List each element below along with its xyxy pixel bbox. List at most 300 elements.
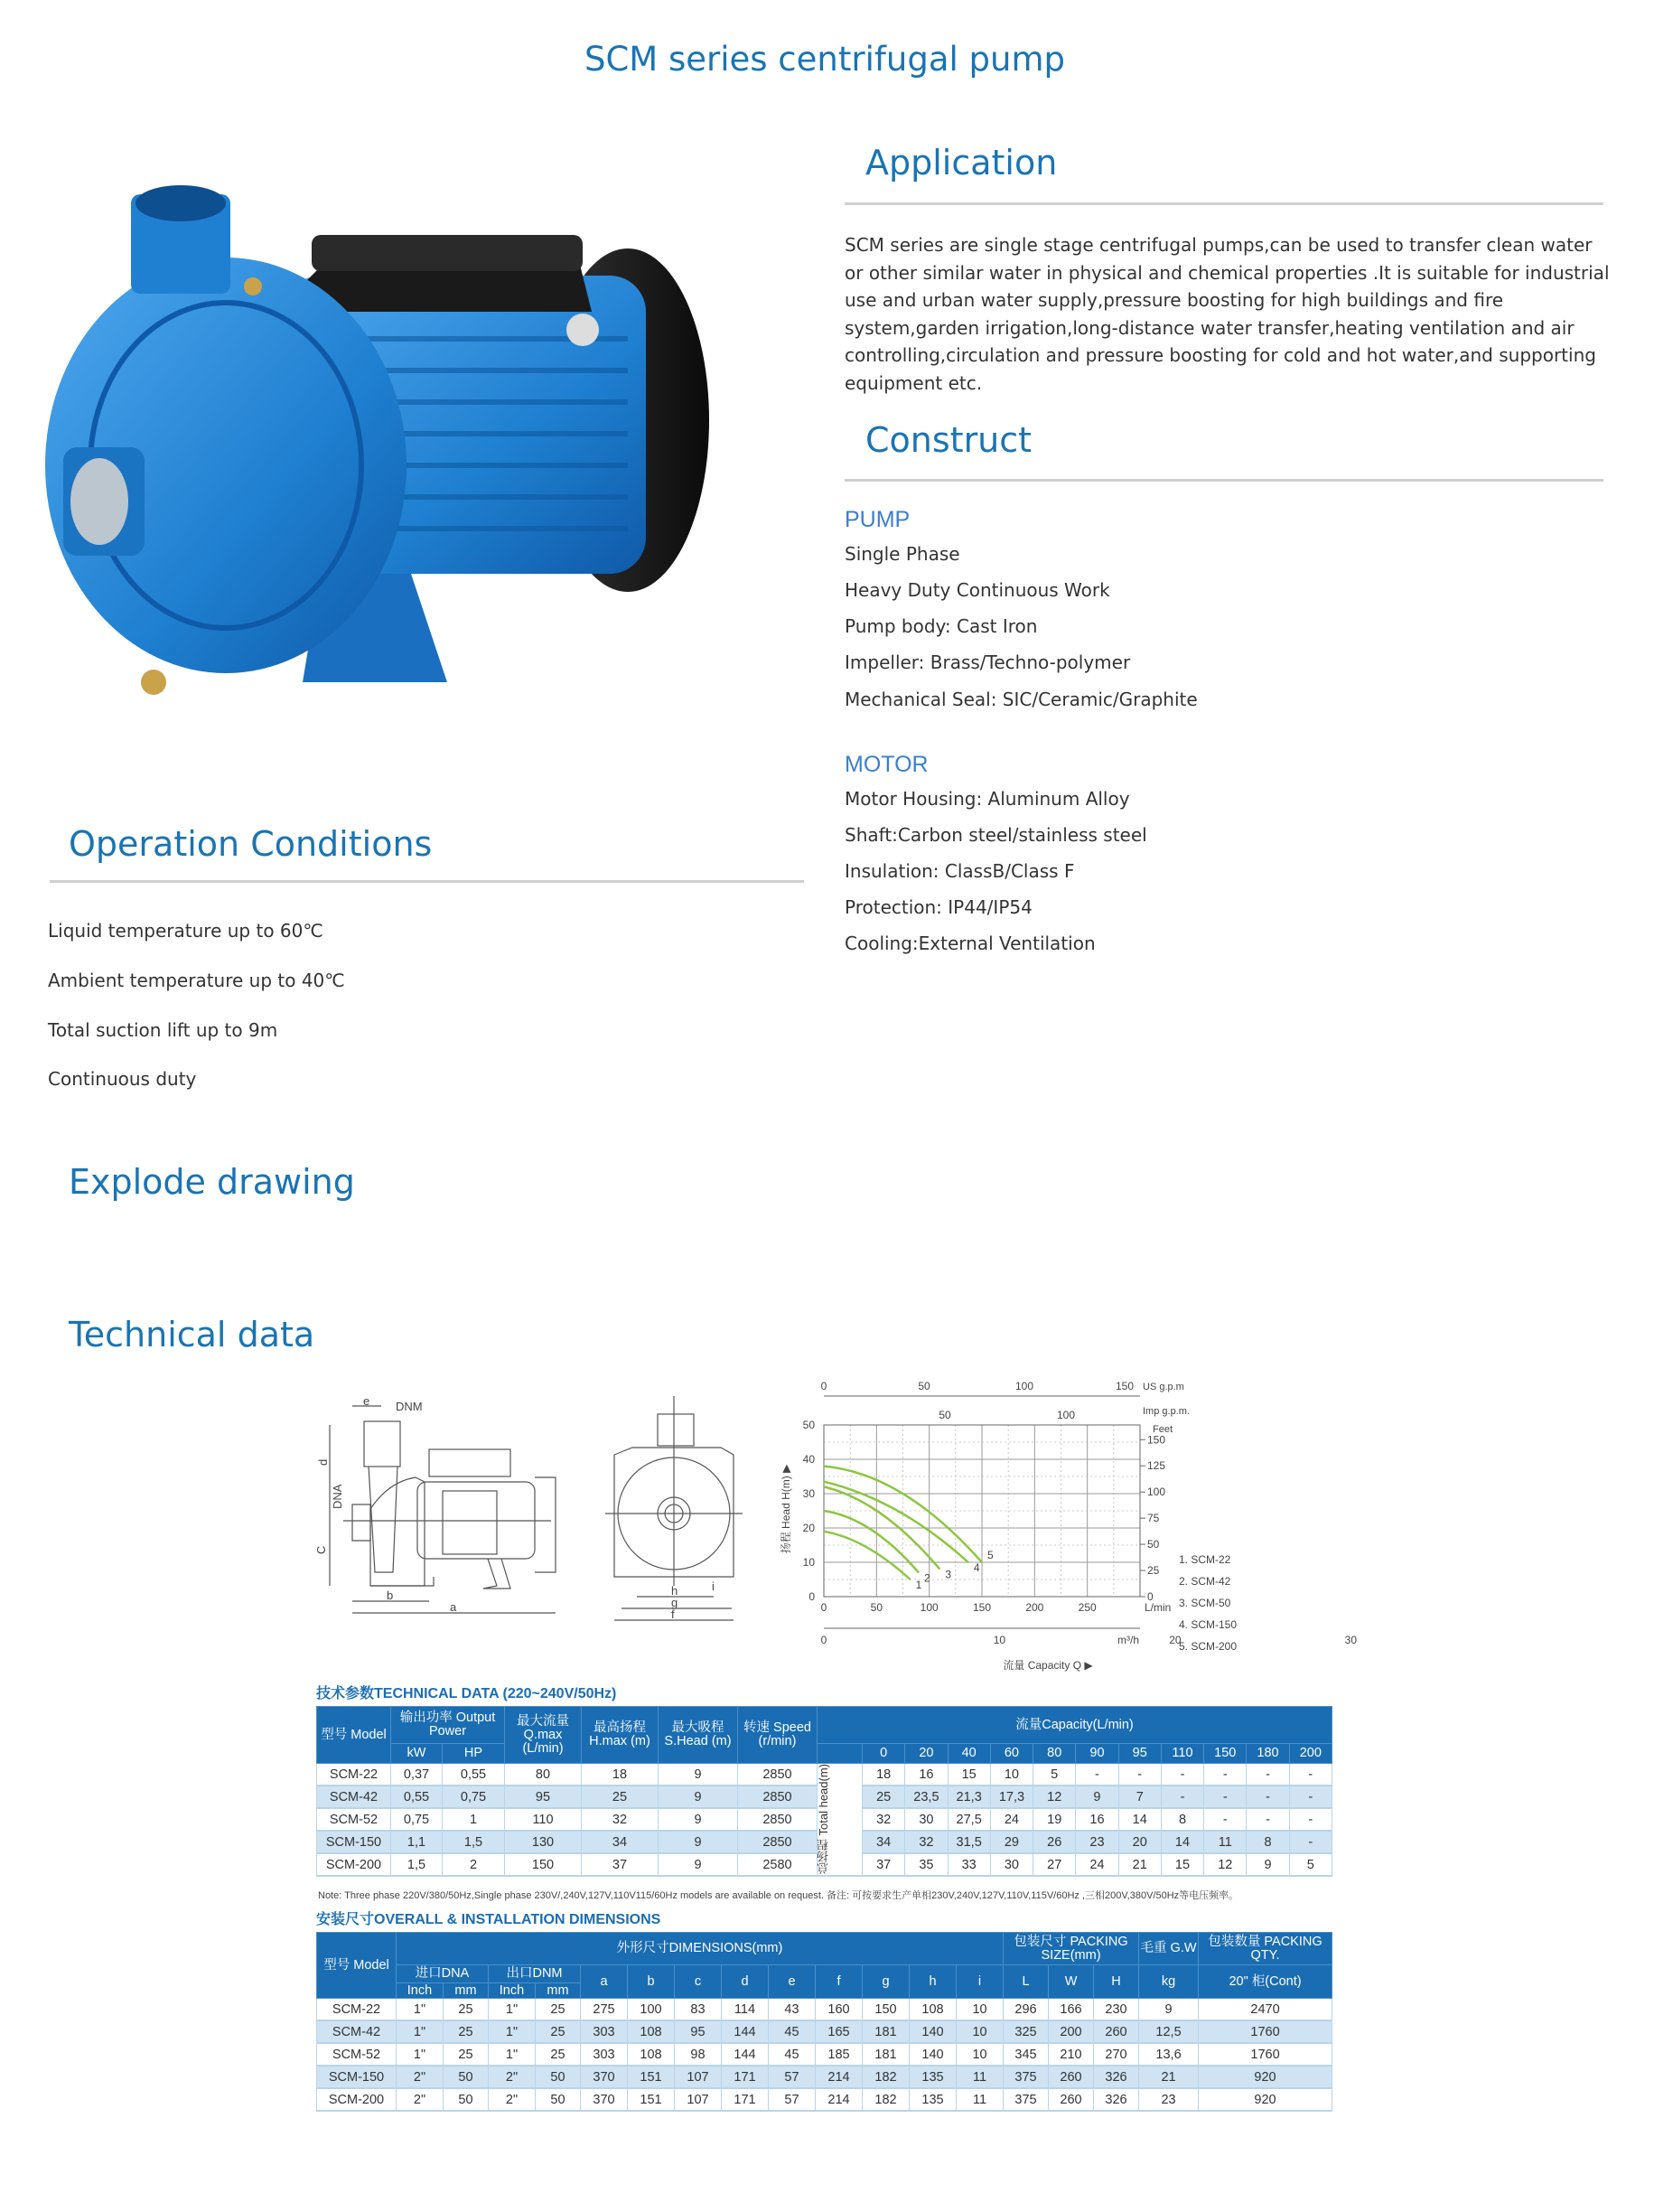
table-cell: 23	[1139, 2088, 1199, 2111]
dim-label-d: d	[316, 1458, 330, 1466]
x-tick-label: 100	[920, 1601, 939, 1614]
table-cell: 35	[905, 1853, 948, 1876]
motor-spec-item: Insulation: ClassB/Class F	[845, 860, 1075, 882]
divider	[50, 880, 804, 883]
table-cell: SCM-52	[317, 2043, 397, 2066]
col-header-capacity-value: 60	[990, 1744, 1033, 1764]
table-cell: 1"	[397, 1999, 444, 2021]
table-cell: 12	[1204, 1853, 1247, 1876]
table-cell: 27,5	[948, 1808, 990, 1831]
table-cell: SCM-42	[317, 2020, 397, 2043]
table-cell: 2"	[489, 2088, 536, 2111]
table-cell: SCM-150	[317, 2066, 397, 2088]
x-unit-label: L/min	[1145, 1601, 1172, 1614]
table-cell: 18	[863, 1764, 905, 1786]
table-cell: 8	[1247, 1831, 1289, 1853]
col-header-capacity-value: 0	[863, 1744, 905, 1764]
divider	[845, 479, 1603, 482]
legend-entry: 3. SCM-50	[1179, 1597, 1231, 1609]
table-cell: 130	[505, 1831, 582, 1853]
curve-tag: 4	[973, 1561, 980, 1574]
col-header-capacity-value: 180	[1247, 1744, 1289, 1764]
table-cell: 80	[505, 1764, 582, 1786]
table-cell: 0,75	[443, 1786, 505, 1808]
table-cell: -	[1247, 1786, 1289, 1808]
table-cell: 181	[863, 2043, 910, 2066]
table-cell: SCM-150	[317, 1831, 391, 1853]
x-tick-label: 50	[870, 1601, 883, 1614]
table-cell: 2580	[738, 1853, 818, 1876]
table-cell: 12	[1033, 1786, 1076, 1808]
table-cell: 303	[581, 2043, 628, 2066]
feet-tick-label: 0	[1147, 1590, 1154, 1603]
table-cell: 135	[910, 2066, 957, 2088]
total-head-label: 总扬程 Total head(m)	[817, 1764, 830, 1875]
table-cell: 151	[628, 2088, 675, 2111]
voltage-note: Note: Three phase 220V/380/50Hz,Single phase 230V/,240V,127V,110V115/60Hz models are available on request. 备注: 可按要求生产单相230V,240V,127V,110V,115V/60Hz ,三相200V,380V/50Hz等电压频率。	[318, 1890, 1239, 1901]
feet-tick-label: 75	[1147, 1512, 1160, 1525]
table-cell: 214	[816, 2088, 863, 2111]
table-cell: 5	[1033, 1764, 1076, 1786]
operation-item: Continuous duty	[48, 1068, 197, 1090]
x-tick-label: 250	[1078, 1601, 1097, 1614]
m3h-tick-label: 10	[993, 1634, 1006, 1646]
table-cell: SCM-52	[317, 1808, 391, 1831]
table-cell: 0,55	[443, 1764, 505, 1786]
col-header-dim: b	[628, 1965, 675, 1999]
table-cell: 23	[1076, 1831, 1118, 1853]
x-tick-label: 0	[820, 1601, 827, 1614]
table-cell: 9	[1139, 1999, 1199, 2021]
table-cell: 2"	[397, 2066, 444, 2088]
feet-tick-label: 100	[1147, 1486, 1166, 1499]
table-cell: 50	[444, 2088, 489, 2111]
curve-tag: 2	[924, 1571, 930, 1585]
us-gpm-tick-label: 50	[918, 1380, 930, 1392]
col-header-dim: h	[910, 1965, 957, 1999]
divider	[845, 202, 1603, 205]
col-header-inch: Inch	[397, 1983, 444, 1999]
col-header-capacity-value: 95	[1118, 1744, 1161, 1764]
x-tick-label: 150	[972, 1601, 992, 1614]
dim-label-g: g	[671, 1596, 678, 1609]
table-cell: SCM-200	[317, 2088, 397, 2111]
table-cell: 17,3	[990, 1786, 1033, 1808]
table-cell: 135	[910, 2088, 957, 2111]
table-cell: 345	[1004, 2043, 1049, 2066]
table-cell: 34	[582, 1831, 659, 1853]
col-header-capacity-value: 80	[1033, 1744, 1076, 1764]
m3h-axis-label: m³/h	[1117, 1634, 1139, 1646]
table-cell: 150	[863, 1999, 910, 2021]
x-axis-title: 流量 Capacity Q ▶	[1003, 1659, 1093, 1672]
col-header-gw: 毛重 G.W	[1139, 1933, 1199, 1965]
y-tick-label: 40	[802, 1453, 815, 1466]
side-view-drawing	[330, 1406, 556, 1613]
table-cell: 185	[816, 2043, 863, 2066]
col-header-dim: c	[675, 1965, 722, 1999]
pump-subheading: PUMP	[845, 507, 911, 532]
dim-label-h: h	[671, 1584, 678, 1598]
table-cell: -	[1247, 1808, 1289, 1831]
table-cell: 34	[863, 1831, 905, 1853]
table-cell: 50	[444, 2066, 489, 2088]
table-cell: 25	[582, 1786, 659, 1808]
table-cell: 2850	[738, 1831, 818, 1853]
col-header-cont: 20" 柜(Cont)	[1199, 1965, 1332, 1999]
pump-spec-item: Mechanical Seal: SIC/Ceramic/Graphite	[845, 689, 1198, 710]
technical-data-heading: Technical data	[69, 1315, 315, 1354]
table-cell: 37	[863, 1853, 905, 1876]
table-cell: 21	[1139, 2066, 1199, 2088]
table-cell: 21,3	[948, 1786, 990, 1808]
pump-spec-item: Single Phase	[845, 543, 960, 565]
table-cell: 108	[628, 2043, 675, 2066]
table-cell: 166	[1049, 1999, 1094, 2021]
table-cell: 30	[905, 1808, 948, 1831]
table-cell: 32	[905, 1831, 948, 1853]
table-cell: 24	[990, 1808, 1033, 1831]
table-cell: 270	[1094, 2043, 1139, 2066]
table-cell: 23,5	[905, 1786, 948, 1808]
table-cell: 150	[505, 1853, 582, 1876]
table-cell: -	[1204, 1786, 1247, 1808]
table-cell: 83	[675, 1999, 722, 2021]
table-cell: -	[1161, 1786, 1203, 1808]
table-cell: 1,5	[443, 1831, 505, 1853]
table-cell: 326	[1094, 2088, 1139, 2111]
col-header-capacity-value: 150	[1204, 1744, 1247, 1764]
table-cell: 14	[1118, 1808, 1161, 1831]
table-cell: 2470	[1199, 1999, 1332, 2021]
table-cell: 57	[769, 2088, 816, 2111]
table-cell: 11	[957, 2066, 1004, 2088]
table-cell: 9	[659, 1786, 738, 1808]
table-cell: 140	[910, 2043, 957, 2066]
table-cell: -	[1204, 1808, 1247, 1831]
table-cell: 1"	[397, 2020, 444, 2043]
table-cell: 370	[581, 2066, 628, 2088]
y-axis-title: 扬程 Head H(m) ▶	[780, 1464, 792, 1554]
table-cell: 31,5	[948, 1831, 990, 1853]
table-cell: 110	[505, 1808, 582, 1831]
us-gpm-tick-label: 100	[1014, 1380, 1034, 1392]
table-cell: 325	[1004, 2020, 1049, 2043]
table-cell: 144	[722, 2043, 769, 2066]
table-cell: 182	[863, 2088, 910, 2111]
table-cell: 32	[582, 1808, 659, 1831]
col-header-speed: 转速 Speed (r/min)	[738, 1707, 818, 1764]
pump-spec-item: Heavy Duty Continuous Work	[845, 579, 1110, 601]
legend-entry: 5. SCM-200	[1179, 1640, 1238, 1653]
table-cell: 140	[910, 2020, 957, 2043]
table-cell: 375	[1004, 2066, 1049, 2088]
construct-heading: Construct	[865, 420, 1033, 460]
col-header-dim: g	[863, 1965, 910, 1999]
table-cell: SCM-200	[317, 1853, 391, 1876]
table-cell: 1,5	[391, 1853, 443, 1876]
table-cell: 11	[1204, 1831, 1247, 1853]
table-cell: 95	[675, 2020, 722, 2043]
explode-drawing-heading: Explode drawing	[69, 1162, 355, 1202]
col-header-hp: HP	[443, 1744, 505, 1764]
col-header-qmax: 最大流量 Q.max (L/min)	[505, 1707, 582, 1764]
dim-label-e: e	[363, 1394, 370, 1408]
imp-gpm-tick-label: 100	[1056, 1409, 1076, 1421]
table-cell: 25	[444, 1999, 489, 2021]
table-cell: 2"	[489, 2066, 536, 2088]
pump-spec-item: Pump body: Cast Iron	[845, 615, 1038, 637]
col-header-capacity-value: 200	[1289, 1744, 1332, 1764]
dimension-drawing	[307, 1392, 759, 1645]
table-row	[317, 1764, 1332, 1786]
table-cell: 114	[722, 1999, 769, 2021]
col-header-dimensions: 外形尺寸DIMENSIONS(mm)	[397, 1933, 1004, 1965]
y-tick-label: 30	[802, 1487, 815, 1500]
operation-item: Liquid temperature up to 60℃	[48, 920, 323, 942]
col-header-pack: H	[1094, 1965, 1139, 1999]
table-row	[317, 2043, 1332, 2066]
us-gpm-tick-label: 150	[1115, 1380, 1135, 1392]
table-cell: 32	[863, 1808, 905, 1831]
table-cell: -	[1247, 1764, 1289, 1786]
table-cell: 9	[1247, 1853, 1289, 1876]
col-header-blank	[818, 1744, 863, 1764]
col-header-pack: W	[1049, 1965, 1094, 1999]
dim-label-dna: DNA	[331, 1484, 344, 1509]
table-cell: 10	[957, 1999, 1004, 2021]
table-cell: 45	[769, 2020, 816, 2043]
table-cell: 2850	[738, 1764, 818, 1786]
imp-gpm-tick-label: 50	[939, 1409, 951, 1421]
table-cell: 7	[1118, 1786, 1161, 1808]
table-cell: 26	[1033, 1831, 1076, 1853]
table-cell: 370	[581, 2088, 628, 2111]
legend-entry: 4. SCM-150	[1179, 1618, 1238, 1631]
x-tick-label: 200	[1025, 1601, 1044, 1614]
col-header-mm: mm	[444, 1983, 489, 1999]
technical-data-table	[316, 1706, 1332, 1877]
table-cell: 260	[1049, 2066, 1094, 2088]
table-cell: 16	[905, 1764, 948, 1786]
table-cell: -	[1118, 1764, 1161, 1786]
table-cell: 50	[536, 2088, 581, 2111]
table-cell: 10	[990, 1764, 1033, 1786]
dim-label-b: b	[387, 1589, 394, 1602]
table-cell: 27	[1033, 1853, 1076, 1876]
table-row	[317, 2088, 1332, 2111]
col-header-pack: L	[1004, 1965, 1049, 1999]
motor-spec-item: Shaft:Carbon steel/stainless steel	[845, 824, 1147, 846]
m3h-tick-label: 0	[820, 1634, 827, 1646]
feet-tick-label: 125	[1147, 1459, 1166, 1473]
table-row	[317, 1999, 1332, 2021]
table-cell: SCM-22	[317, 1764, 391, 1786]
table-cell: -	[1204, 1764, 1247, 1786]
table-cell: 45	[769, 2043, 816, 2066]
table-cell: 9	[659, 1808, 738, 1831]
table-cell: 1760	[1199, 2043, 1332, 2066]
col-header-packing-size: 包装尺寸 PACKING SIZE(mm)	[1004, 1933, 1139, 1965]
table-cell: 33	[948, 1853, 990, 1876]
table-cell: 98	[675, 2043, 722, 2066]
table-cell: -	[1289, 1808, 1332, 1831]
col-header-inch: Inch	[489, 1983, 536, 1999]
curve-1	[824, 1532, 911, 1579]
feet-tick-label: 25	[1147, 1564, 1160, 1578]
feet-tick-label: 150	[1147, 1433, 1166, 1447]
table-cell: 260	[1094, 2020, 1139, 2043]
table-cell: 1"	[489, 2020, 536, 2043]
table-cell: 20	[1118, 1831, 1161, 1853]
operation-heading: Operation Conditions	[69, 824, 433, 864]
table-cell: 0,75	[391, 1808, 443, 1831]
us-gpm-axis-label: US g.p.m	[1143, 1382, 1184, 1392]
table-cell: 2"	[397, 2088, 444, 2111]
pump-spec-item: Impeller: Brass/Techno-polymer	[845, 651, 1131, 673]
table-cell: 37	[582, 1853, 659, 1876]
table-cell: 25	[536, 1999, 581, 2021]
table-cell: 25	[536, 2043, 581, 2066]
dimensions-table-title: 安装尺寸OVERALL & INSTALLATION DIMENSIONS	[316, 1912, 661, 1927]
table-cell: 14	[1161, 1831, 1203, 1853]
table-cell: 1"	[489, 1999, 536, 2021]
table-cell: 10	[957, 2043, 1004, 2066]
col-header-dim: f	[816, 1965, 863, 1999]
table-cell: 25	[444, 2020, 489, 2043]
table-cell: 50	[536, 2066, 581, 2088]
page-title: SCM series centrifugal pump	[584, 40, 1066, 79]
table-cell: 13,6	[1139, 2043, 1199, 2066]
col-header-packing-qty: 包装数量 PACKING QTY.	[1199, 1933, 1332, 1965]
dim-label-dnm: DNM	[396, 1400, 423, 1413]
col-header-capacity-value: 110	[1161, 1744, 1203, 1764]
col-header-hmax: 最高扬程 H.max (m)	[582, 1707, 659, 1764]
pump-product-image	[50, 176, 727, 800]
curve-tag: 1	[915, 1579, 922, 1591]
application-heading: Application	[865, 143, 1058, 183]
table-cell: 29	[990, 1831, 1033, 1853]
table-cell: 1"	[397, 2043, 444, 2066]
col-header-capacity: 流量Capacity(L/min)	[818, 1707, 1332, 1744]
table-cell: 2850	[738, 1786, 818, 1808]
table-cell: 0,37	[391, 1764, 443, 1786]
table-cell: 24	[1076, 1853, 1118, 1876]
table-cell: 303	[581, 2020, 628, 2043]
y-tick-label: 50	[802, 1419, 815, 1431]
curve-2	[824, 1511, 919, 1572]
motor-spec-item: Protection: IP44/IP54	[845, 896, 1033, 918]
table-cell: 57	[769, 2066, 816, 2088]
table-cell: 9	[659, 1853, 738, 1876]
table-cell: 9	[659, 1764, 738, 1786]
dim-label-a: a	[450, 1600, 457, 1614]
table-cell: 107	[675, 2066, 722, 2088]
dim-label-f: f	[671, 1607, 675, 1621]
table-cell: 230	[1094, 1999, 1139, 2021]
m3h-tick-label: 20	[1169, 1634, 1182, 1646]
table-cell: 18	[582, 1764, 659, 1786]
motor-subheading: MOTOR	[845, 752, 929, 777]
imp-gpm-axis-label: Imp g.p.m.	[1143, 1406, 1190, 1417]
col-header-dim: e	[769, 1965, 816, 1999]
table-cell: 25	[863, 1786, 905, 1808]
table-cell: 5	[1289, 1853, 1332, 1876]
operation-item: Total suction lift up to 9m	[48, 1019, 278, 1041]
table-cell: 16	[1076, 1808, 1118, 1831]
table-cell: 165	[816, 2020, 863, 2043]
performance-curve-chart	[777, 1373, 1358, 1690]
table-cell: 25	[536, 2020, 581, 2043]
table-cell: 296	[1004, 1999, 1049, 2021]
table-cell: 1760	[1199, 2020, 1332, 2043]
table-cell: 2	[443, 1853, 505, 1876]
table-cell: 25	[444, 2043, 489, 2066]
table-cell: 171	[722, 2066, 769, 2088]
y-tick-label: 10	[802, 1556, 815, 1569]
col-header-kw: kW	[391, 1744, 443, 1764]
table-cell: 9	[1076, 1786, 1118, 1808]
table-cell: 181	[863, 2020, 910, 2043]
table-cell: 15	[1161, 1853, 1203, 1876]
table-cell: 0,55	[391, 1786, 443, 1808]
dim-label-i: i	[712, 1579, 715, 1593]
table-cell: -	[1289, 1786, 1332, 1808]
table-cell: 375	[1004, 2088, 1049, 2111]
legend-entry: 2. SCM-42	[1179, 1575, 1231, 1588]
col-header-model: 型号 Model	[317, 1707, 391, 1764]
technical-data-table-title: 技术参数TECHNICAL DATA (220~240V/50Hz)	[316, 1686, 617, 1701]
application-text: SCM series are single stage centrifugal pumps,can be used to transfer clean water or other similar water in physical and chemical properties .It is suitable for industrial use and urban water supply,pressure boosting for high buildings and fire system,garden irrigation,long-distance water transfer,heating ventilation and air controlling,circulation and pressure boosting for cold and hot water,and supporting equipment etc.	[845, 234, 1610, 394]
table-cell: 9	[659, 1831, 738, 1853]
curve-tag: 5	[987, 1549, 994, 1561]
table-row	[317, 2066, 1332, 2088]
table-cell: 210	[1049, 2043, 1094, 2066]
table-cell: 19	[1033, 1808, 1076, 1831]
feet-axis-label: Feet	[1153, 1424, 1173, 1435]
table-cell: 1"	[489, 2043, 536, 2066]
table-cell: 160	[816, 1999, 863, 2021]
dim-label-c: C	[314, 1545, 328, 1554]
col-header-dim: i	[957, 1965, 1004, 1999]
table-cell: 151	[628, 2066, 675, 2088]
col-header-mm: mm	[536, 1983, 581, 1999]
col-header-capacity-value: 40	[948, 1744, 990, 1764]
table-row	[317, 2020, 1332, 2043]
table-cell: -	[1076, 1764, 1118, 1786]
us-gpm-tick-label: 0	[820, 1380, 827, 1392]
table-cell: 107	[675, 2088, 722, 2111]
table-cell: 21	[1118, 1853, 1161, 1876]
col-header-dim: a	[581, 1965, 628, 1999]
col-header-dnm: 出口DNM	[489, 1965, 581, 1983]
table-cell: 144	[722, 2020, 769, 2043]
table-cell: 108	[910, 1999, 957, 2021]
table-cell: 920	[1199, 2066, 1332, 2088]
table-cell: 43	[769, 1999, 816, 2021]
y-tick-label: 0	[808, 1590, 815, 1603]
col-header-shead: 最大吸程 S.Head (m)	[659, 1707, 738, 1764]
table-cell: SCM-42	[317, 1786, 391, 1808]
feet-tick-label: 50	[1147, 1538, 1160, 1551]
y-tick-label: 20	[802, 1522, 815, 1534]
table-cell: -	[1161, 1764, 1203, 1786]
table-cell: -	[1289, 1831, 1332, 1853]
table-cell: 920	[1199, 2088, 1332, 2111]
table-cell: 260	[1049, 2088, 1094, 2111]
table-cell: 12,5	[1139, 2020, 1199, 2043]
col-header-output-power: 输出功率 Output Power	[391, 1707, 505, 1744]
